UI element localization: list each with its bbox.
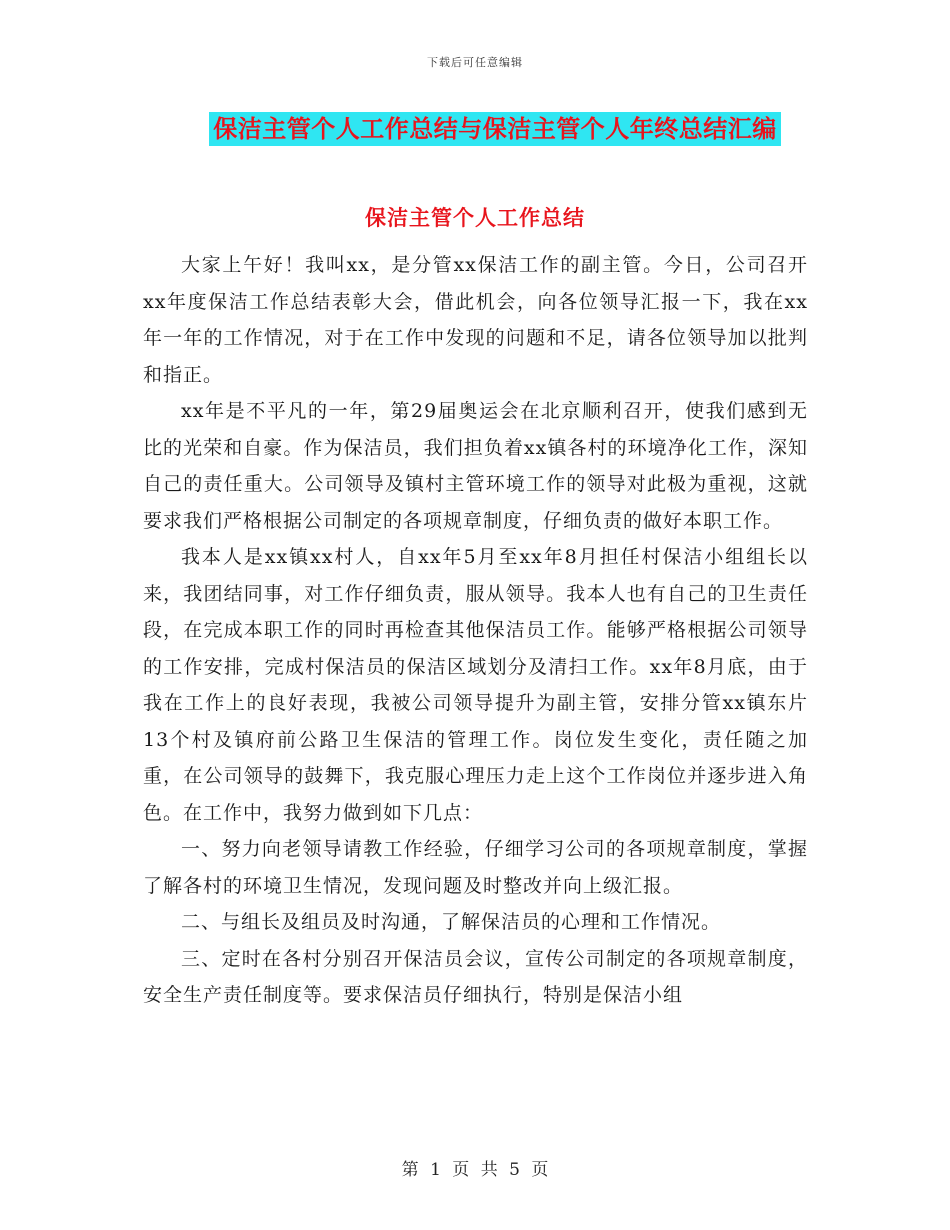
title-container xyxy=(0,112,950,146)
paragraph: 三、定时在各村分别召开保洁员会议，宣传公司制定的各项规章制度，安全生产责任制度等。要求保洁员仔细执行，特别是保洁小组 xyxy=(143,947,808,1006)
paragraph: 二、与组长及组员及时沟通，了解保洁员的心理和工作情况。 xyxy=(181,911,722,933)
paragraph: xx年是不平凡的一年，第29届奥运会在北京顺利召开，使我们感到无比的光荣和自豪。作为保洁员，我们担负着xx镇各村的环境净化工作，深知自己的责任重大。公司领导及镇村主管环境工作的领导对此极为重视，这就要求我们严格根据公司制定的各项规章制度，仔细负责的做好本职工作。 xyxy=(143,400,808,532)
document-body xyxy=(143,247,808,1014)
page-number: 第 1 页 共 5 页 xyxy=(401,1160,549,1180)
paragraph: 我本人是xx镇xx村人，自xx年5月至xx年8月担任村保洁小组组长以来，我团结同事，对工作仔细负责，服从领导。我本人也有自己的卫生责任段，在完成本职工作的同时再检查其他保洁员工作。能够严格根据公司领导的工作安排，完成村保洁员的保洁区域划分及清扫工作。xx年8月底，由于我在工作上的良好表现，我被公司领导提升为副主管，安排分管xx镇东片13个村及镇府前公路卫生保洁的管理工作。岗位发生变化，责任随之加重，在公司领导的鼓舞下，我克服心理压力走上这个工作岗位并逐步进入角色。在工作中，我努力做到如下几点： xyxy=(143,546,808,824)
document-title: 保洁主管个人工作总结与保洁主管个人年终总结汇编 xyxy=(209,112,781,146)
section-title: 保洁主管个人工作总结 xyxy=(365,205,585,230)
paragraph: 一、努力向老领导请教工作经验，仔细学习公司的各项规章制度，掌握了解各村的环境卫生情况，发现问题及时整改并向上级汇报。 xyxy=(143,838,808,897)
header-note: 下载后可任意编辑 xyxy=(427,56,523,69)
paragraph: 大家上午好！我叫xx，是分管xx保洁工作的副主管。今日，公司召开xx年度保洁工作总结表彰大会，借此机会，向各位领导汇报一下，我在xx年一年的工作情况，对于在工作中发现的问题和不足，请各位领导加以批判和指正。 xyxy=(143,254,808,386)
